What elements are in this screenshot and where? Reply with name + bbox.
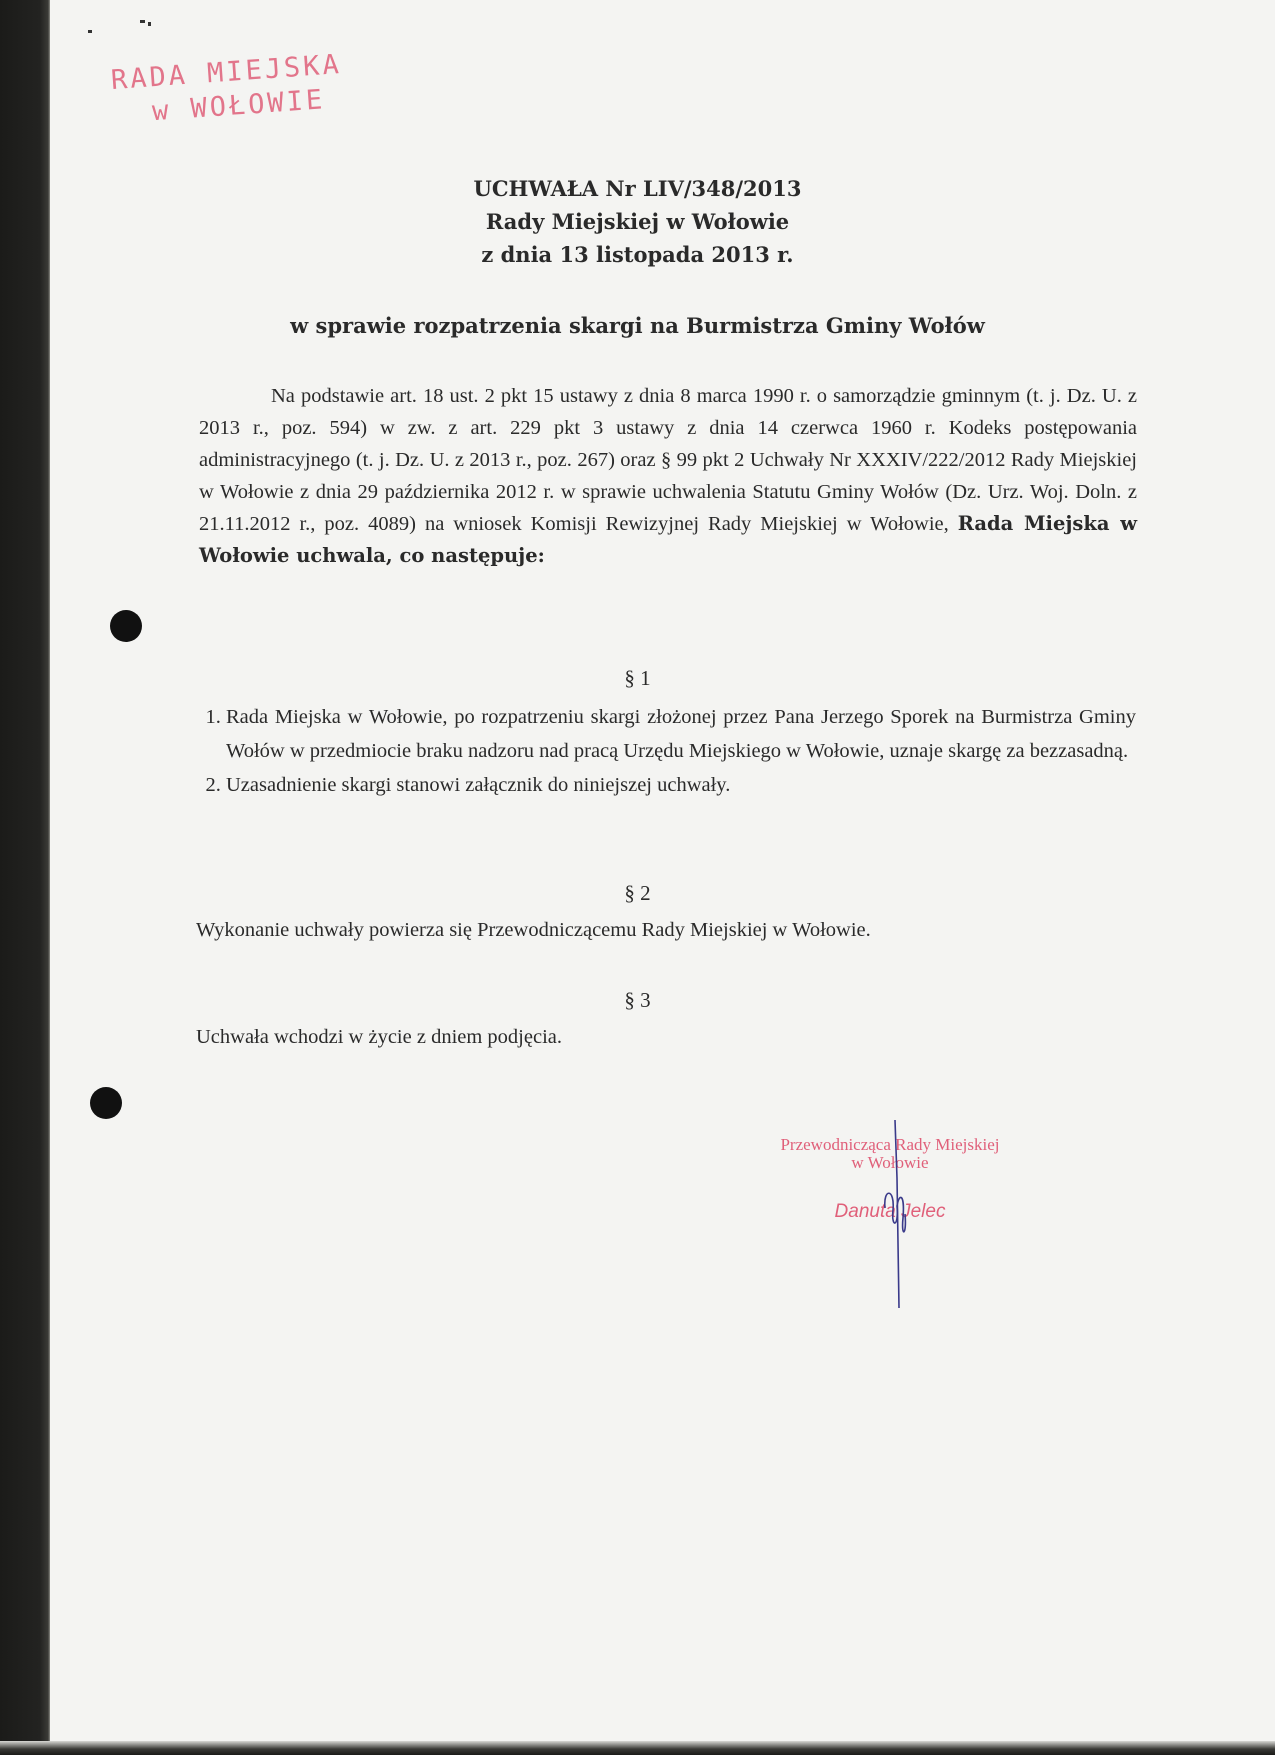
scan-speck <box>140 20 145 23</box>
preamble <box>199 380 1137 572</box>
resolution-subject: w sprawie rozpatrzenia skargi na Burmistrza Gminy Wołów <box>290 313 985 338</box>
preamble-resolution-clause: Rada Miejska w Wołowie uchwala, co następuje: <box>199 512 1137 567</box>
punch-hole-top <box>110 610 142 642</box>
section-2-sign: § 2 <box>624 881 651 905</box>
section-1-sign: § 1 <box>624 666 651 690</box>
section-2-text: Wykonanie uchwały powierza się Przewodniczącemu Rady Miejskiej w Wołowie. <box>196 919 871 941</box>
section-1-item: 2. Uzasadnienie skargi stanowi załącznik do niniejszej uchwały. <box>226 768 1136 802</box>
scan-speck <box>148 22 151 26</box>
punch-hole-bottom <box>90 1087 122 1119</box>
stamp-line-1: RADA MIEJSKA <box>109 49 343 97</box>
stamp-line-2: w WOŁOWIE <box>151 84 327 128</box>
resolution-title: UCHWAŁA Nr LIV/348/2013 <box>473 176 802 201</box>
signature-role: Przewodnicząca Rady Miejskiej <box>780 1135 1000 1154</box>
section-1 <box>196 700 1136 802</box>
signature-name: Danuta Jelec <box>834 1201 946 1222</box>
section-3-text: Uchwała wchodzi w życie z dniem podjęcia. <box>196 1026 562 1048</box>
council-stamp <box>110 48 345 132</box>
resolution-council: Rady Miejskiej w Wołowie <box>485 209 790 234</box>
scan-bottom-edge <box>0 1741 1275 1755</box>
section-1-item: 1. Rada Miejska w Wołowie, po rozpatrzeniu skargi złożonej przez Pana Jerzego Sporek na Burmistrza Gminy Wołów w przedmiocie braku nadzoru nad pracą Urzędu Miejskiego w Wołowie, uznaje skargę za bezzasadną. <box>226 700 1136 768</box>
signature-place: w Wołowie <box>851 1153 929 1172</box>
scan-speck <box>88 30 92 33</box>
resolution-date: z dnia 13 listopada 2013 r. <box>481 242 794 267</box>
preamble-text: Na podstawie art. 18 ust. 2 pkt 15 ustawy z dnia 8 marca 1990 r. o samorządzie gminnym (t. j. Dz. U. z 2013 r., poz. 594) w zw. z art. 229 pkt 3 ustawy z dnia 14 czerwca 1960 r. Kodeks postępowania administracyjnego (t. j. Dz. U. z 2013 r., poz. 267) oraz § 99 pkt 2 Uchwały Nr XXXIV/222/2012 Rady Miejskiej w Wołowie z dnia 29 października 2012 r. w sprawie uchwalenia Statutu Gminy Wołów (Dz. Urz. Woj. Doln. z 21.11.2012 r., poz. 4089) na wniosek Komisji Rewizyjnej Rady Miejskiej w Wołowie, <box>199 385 1137 535</box>
document-header <box>0 172 1275 271</box>
handwritten-signature <box>855 1118 935 1318</box>
section-3-sign: § 3 <box>624 988 651 1012</box>
